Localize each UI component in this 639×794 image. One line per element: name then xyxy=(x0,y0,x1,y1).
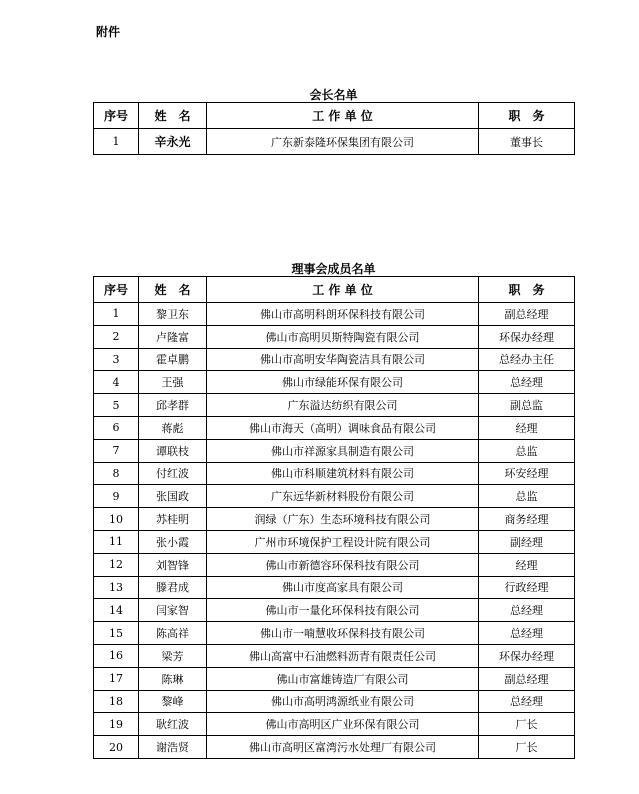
cell-workplace: 佛山市绿能环保有限公司 xyxy=(207,371,479,394)
cell-position: 总经办主任 xyxy=(479,348,575,371)
cell-name: 闫家智 xyxy=(139,599,207,622)
cell-index: 15 xyxy=(94,622,139,645)
table-row xyxy=(94,348,575,371)
cell-position: 环保办经理 xyxy=(479,644,575,667)
cell-index: 17 xyxy=(94,667,139,690)
cell-name: 耿红波 xyxy=(139,713,207,736)
cell-workplace: 广东远华新材料股份有限公司 xyxy=(207,485,479,508)
table-row xyxy=(94,599,575,622)
cell-workplace: 佛山市海天（高明）调味食品有限公司 xyxy=(207,416,479,439)
cell-workplace: 佛山市富雄铸造厂有限公司 xyxy=(207,667,479,690)
cell-workplace: 佛山市高明鸿源纸业有限公司 xyxy=(207,690,479,713)
table-row xyxy=(94,690,575,713)
table-row xyxy=(94,462,575,485)
cell-name: 王强 xyxy=(139,371,207,394)
table-row xyxy=(94,416,575,439)
cell-index: 7 xyxy=(94,439,139,462)
cell-workplace: 佛山市一量化环保科技有限公司 xyxy=(207,599,479,622)
table-row xyxy=(94,713,575,736)
table-row xyxy=(94,394,575,417)
header-index: 序号 xyxy=(94,277,139,303)
cell-name: 邱孝群 xyxy=(139,394,207,417)
cell-index: 9 xyxy=(94,485,139,508)
cell-index: 1 xyxy=(94,303,139,326)
cell-position: 环保办经理 xyxy=(479,325,575,348)
cell-name: 黎卫东 xyxy=(139,303,207,326)
cell-position: 总经理 xyxy=(479,599,575,622)
cell-name: 梁芳 xyxy=(139,644,207,667)
cell-position: 经理 xyxy=(479,416,575,439)
cell-index: 20 xyxy=(94,736,139,759)
cell-name: 陈高祥 xyxy=(139,622,207,645)
council-table xyxy=(93,276,575,759)
cell-workplace: 润绿（广东）生态环境科技有限公司 xyxy=(207,508,479,531)
cell-position: 经理 xyxy=(479,553,575,576)
cell-position: 副总经理 xyxy=(479,667,575,690)
table-row xyxy=(94,439,575,462)
table-header-row xyxy=(94,103,575,129)
table-header-row xyxy=(94,277,575,303)
table-row xyxy=(94,530,575,553)
cell-name: 谭联枝 xyxy=(139,439,207,462)
cell-name: 蒋彪 xyxy=(139,416,207,439)
cell-name: 张国政 xyxy=(139,485,207,508)
cell-workplace: 广东新泰隆环保集团有限公司 xyxy=(207,129,479,155)
cell-position: 环安经理 xyxy=(479,462,575,485)
header-workplace: 工 作 单 位 xyxy=(207,277,479,303)
cell-index: 8 xyxy=(94,462,139,485)
attachment-label: 附件 xyxy=(96,25,121,39)
cell-name: 卢隆富 xyxy=(139,325,207,348)
cell-index: 12 xyxy=(94,553,139,576)
table-row xyxy=(94,736,575,759)
cell-position: 商务经理 xyxy=(479,508,575,531)
cell-name: 刘智锋 xyxy=(139,553,207,576)
cell-workplace: 广州市环境保护工程设计院有限公司 xyxy=(207,530,479,553)
cell-index: 3 xyxy=(94,348,139,371)
cell-index: 14 xyxy=(94,599,139,622)
cell-name: 陈琳 xyxy=(139,667,207,690)
cell-position: 总经理 xyxy=(479,622,575,645)
cell-workplace: 佛山市高明区广业环保有限公司 xyxy=(207,713,479,736)
cell-index: 2 xyxy=(94,325,139,348)
cell-position: 副总监 xyxy=(479,394,575,417)
table-row xyxy=(94,303,575,326)
header-workplace: 工 作 单 位 xyxy=(207,103,479,129)
cell-position: 副经理 xyxy=(479,530,575,553)
header-index: 序号 xyxy=(94,103,139,129)
cell-position: 厂长 xyxy=(479,713,575,736)
cell-position: 厂长 xyxy=(479,736,575,759)
cell-name: 霍卓鹏 xyxy=(139,348,207,371)
header-position: 职 务 xyxy=(479,103,575,129)
council-table-caption: 理事会成员名单 xyxy=(291,262,376,276)
cell-workplace: 佛山市度高家具有限公司 xyxy=(207,576,479,599)
cell-name: 滕君成 xyxy=(139,576,207,599)
cell-index: 4 xyxy=(94,371,139,394)
cell-workplace: 佛山市高明安华陶瓷洁具有限公司 xyxy=(207,348,479,371)
cell-index: 1 xyxy=(94,129,139,155)
cell-position: 董事长 xyxy=(479,129,575,155)
table-row xyxy=(94,667,575,690)
cell-index: 5 xyxy=(94,394,139,417)
cell-name: 苏桂明 xyxy=(139,508,207,531)
cell-index: 10 xyxy=(94,508,139,531)
header-position: 职 务 xyxy=(479,277,575,303)
cell-name: 辛永光 xyxy=(139,129,207,155)
president-table xyxy=(93,102,575,155)
cell-workplace: 佛山市高明科朗环保科技有限公司 xyxy=(207,303,479,326)
cell-index: 13 xyxy=(94,576,139,599)
cell-position: 行政经理 xyxy=(479,576,575,599)
cell-index: 11 xyxy=(94,530,139,553)
table-row xyxy=(94,371,575,394)
cell-workplace: 佛山市一喃慧收环保科技有限公司 xyxy=(207,622,479,645)
cell-position: 总经理 xyxy=(479,690,575,713)
cell-workplace: 佛山高富中石油燃料沥青有限责任公司 xyxy=(207,644,479,667)
cell-index: 18 xyxy=(94,690,139,713)
cell-name: 谢浩贤 xyxy=(139,736,207,759)
cell-position: 总监 xyxy=(479,439,575,462)
header-name: 姓 名 xyxy=(139,103,207,129)
table-row xyxy=(94,129,575,155)
cell-name: 黎峰 xyxy=(139,690,207,713)
table-row xyxy=(94,508,575,531)
table-row xyxy=(94,325,575,348)
cell-position: 总监 xyxy=(479,485,575,508)
cell-workplace: 佛山市高明区富湾污水处理厂有限公司 xyxy=(207,736,479,759)
cell-workplace: 佛山市祥源家具制造有限公司 xyxy=(207,439,479,462)
table-row xyxy=(94,644,575,667)
cell-position: 总经理 xyxy=(479,371,575,394)
cell-position: 副总经理 xyxy=(479,303,575,326)
cell-workplace: 佛山市科顺建筑材料有限公司 xyxy=(207,462,479,485)
cell-index: 19 xyxy=(94,713,139,736)
table-row xyxy=(94,622,575,645)
table-row xyxy=(94,485,575,508)
president-table-caption: 会长名单 xyxy=(309,88,358,102)
cell-workplace: 广东溢达纺织有限公司 xyxy=(207,394,479,417)
header-name: 姓 名 xyxy=(139,277,207,303)
cell-name: 张小霞 xyxy=(139,530,207,553)
cell-name: 付红波 xyxy=(139,462,207,485)
cell-workplace: 佛山市新德容环保科技有限公司 xyxy=(207,553,479,576)
table-row xyxy=(94,576,575,599)
cell-workplace: 佛山市高明贝斯特陶瓷有限公司 xyxy=(207,325,479,348)
cell-index: 16 xyxy=(94,644,139,667)
table-row xyxy=(94,553,575,576)
cell-index: 6 xyxy=(94,416,139,439)
